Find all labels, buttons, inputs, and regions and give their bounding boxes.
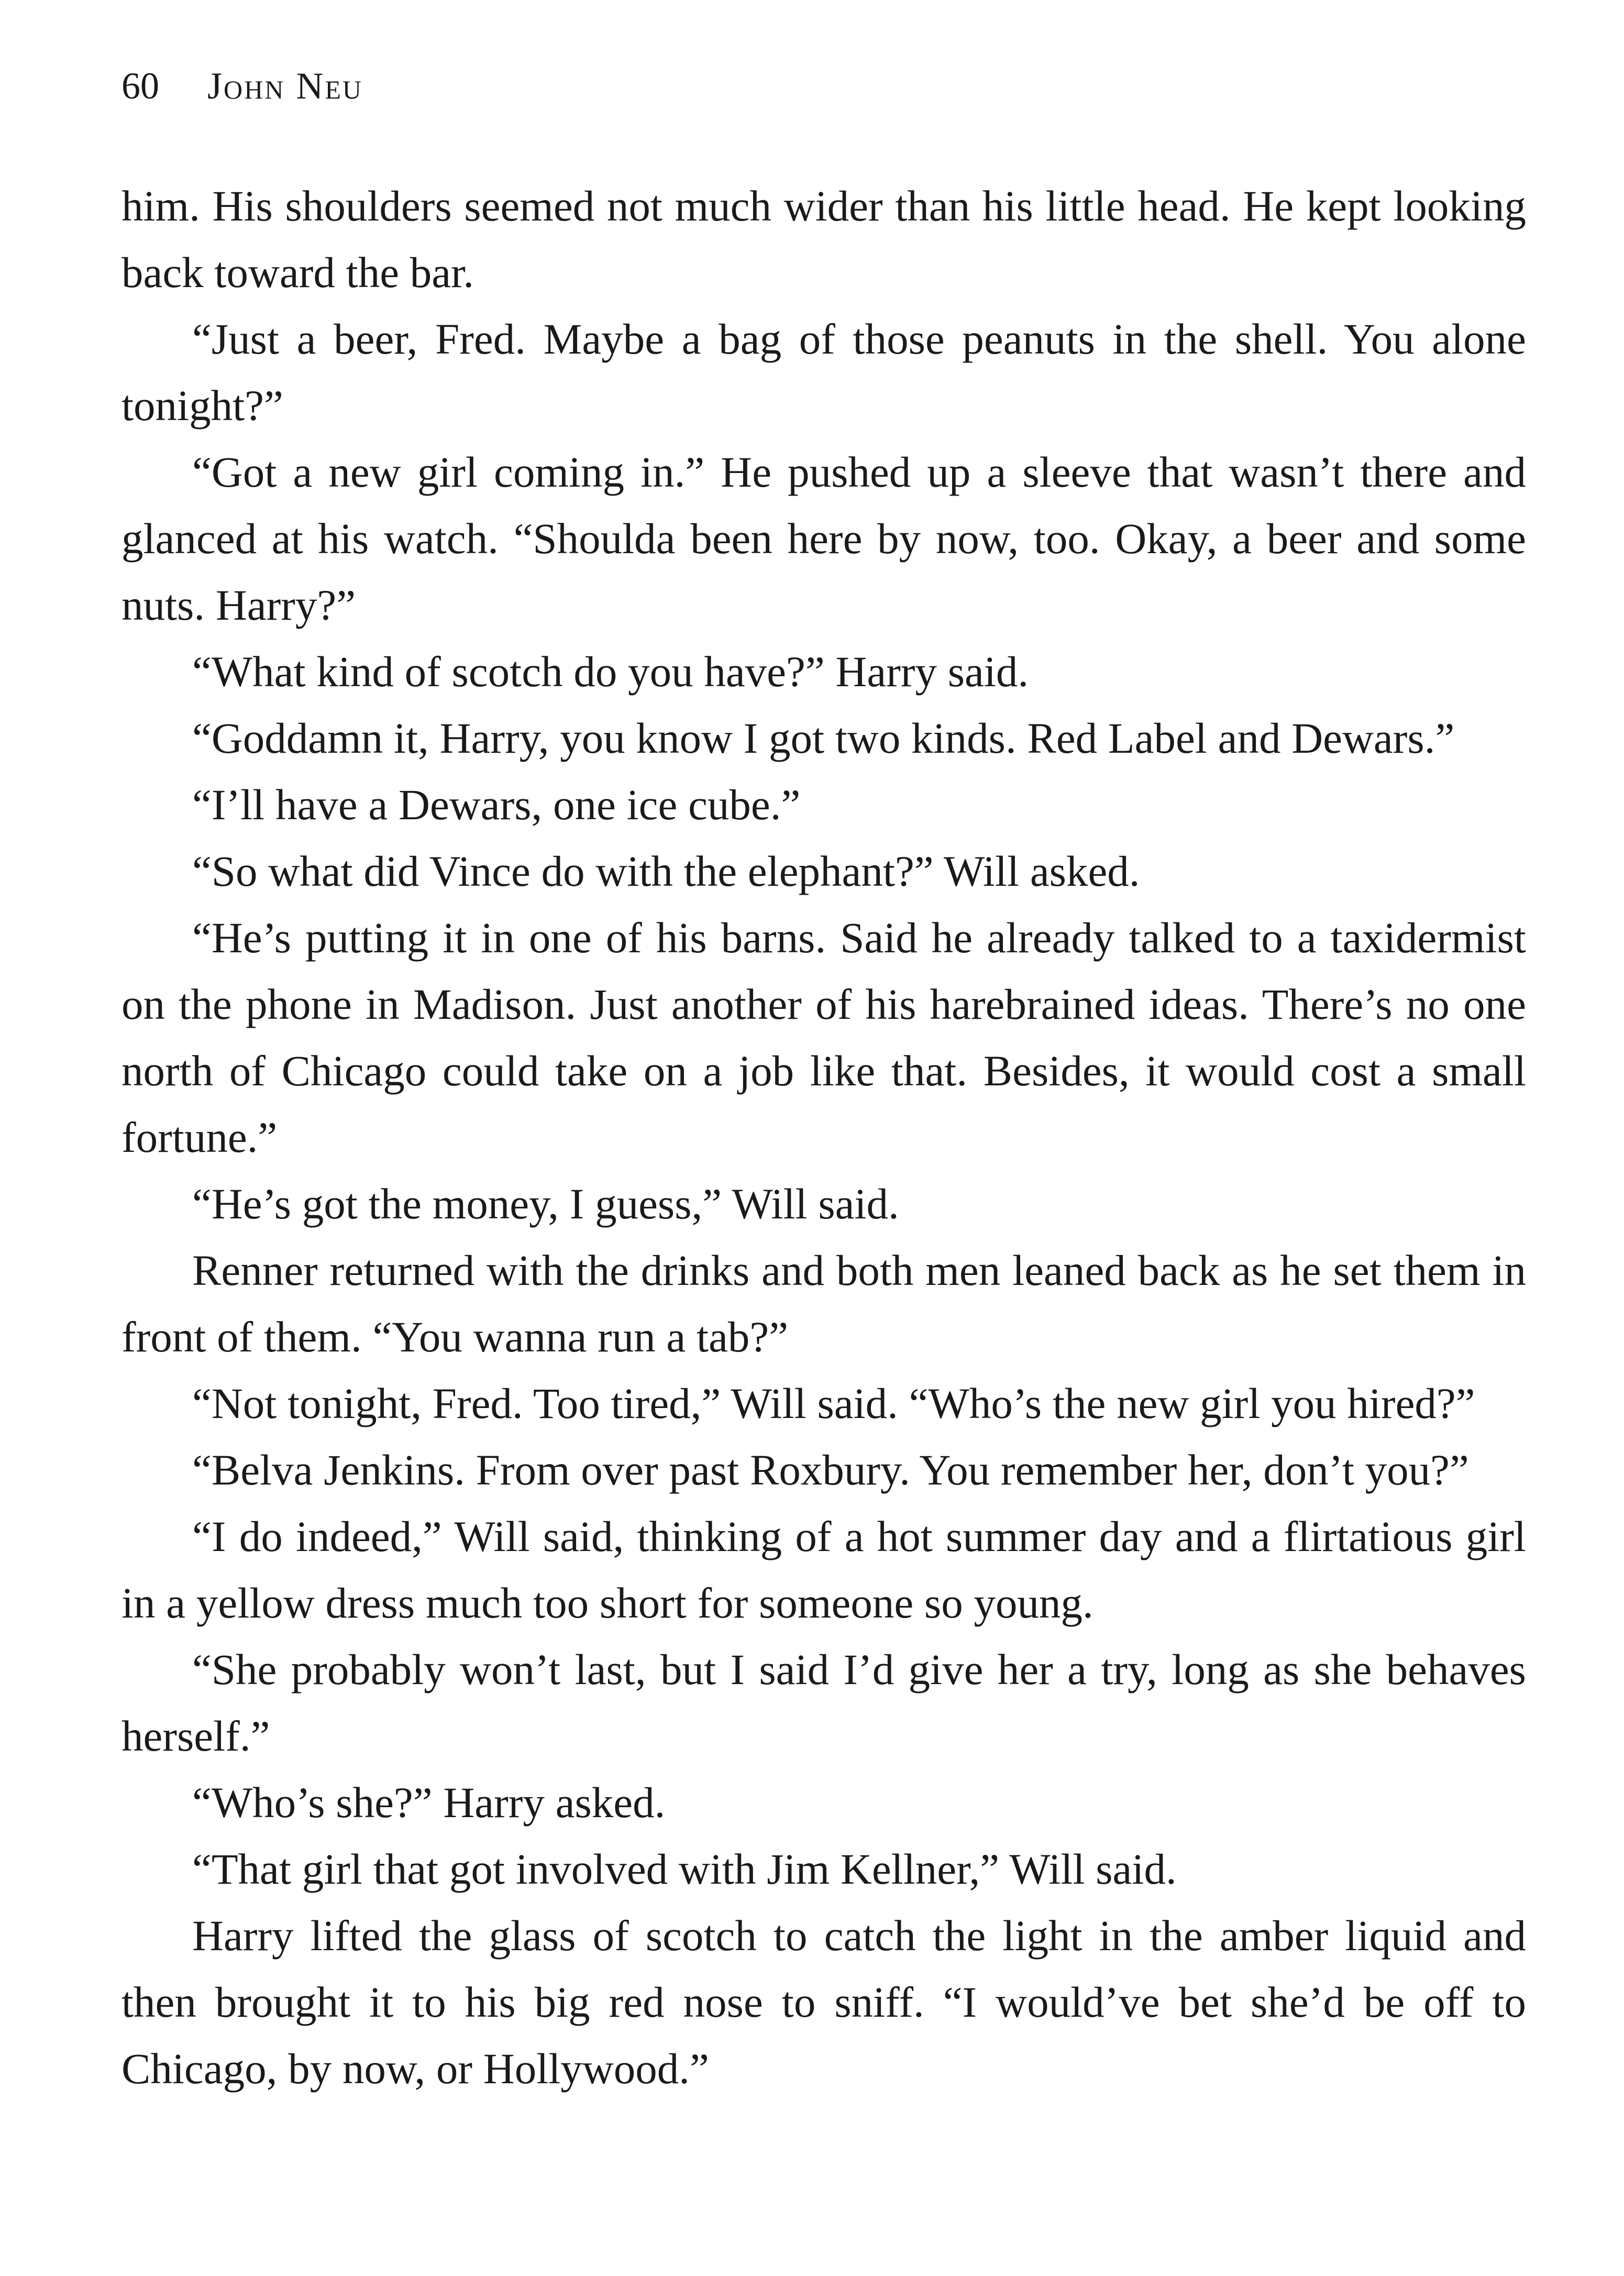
running-head: [121, 67, 363, 125]
page-number: 60: [121, 65, 159, 107]
paragraph: “Not tonight, Fred. Too tired,” Will said. “Who’s the new girl you hired?”: [192, 1379, 1475, 1427]
paragraph: “She probably won’t last, but I said I’d give her a try, long as she behaves herself.”: [121, 1645, 1526, 1760]
paragraph: “Goddamn it, Harry, you know I got two kinds. Red Label and Dewars.”: [192, 714, 1455, 762]
paragraph: “So what did Vince do with the elephant?” Will asked.: [192, 847, 1140, 895]
paragraph: “That girl that got involved with Jim Kellner,” Will said.: [192, 1845, 1177, 1893]
paragraph: “What kind of scotch do you have?” Harry said.: [192, 647, 1029, 696]
paragraph: Harry lifted the glass of scotch to catch the light in the amber liquid and then brought it to his big red nose to sniff. “I would’ve bet she’d be off to Chicago, by now, or Hollywood.”: [121, 1911, 1526, 2093]
paragraph: “Got a new girl coming in.” He pushed up a sleeve that wasn’t there and glanced at his watch. “Shoulda been here by now, too. Okay, a beer and some nuts. Harry?”: [121, 448, 1526, 629]
paragraph: “He’s got the money, I guess,” Will said.: [192, 1180, 899, 1228]
paragraph: “Who’s she?” Harry asked.: [192, 1778, 666, 1827]
paragraph: “Just a beer, Fred. Maybe a bag of those peanuts in the shell. You alone tonight?”: [121, 315, 1526, 430]
paragraph: “I do indeed,” Will said, thinking of a hot summer day and a flirtatious girl in a yellow dress much too short for someone so young.: [121, 1512, 1526, 1627]
running-head-author: John Neu: [207, 65, 363, 107]
paragraph: “Belva Jenkins. From over past Roxbury. You remember her, don’t you?”: [192, 1446, 1469, 1494]
body-text: [121, 173, 1526, 2102]
paragraph: “He’s putting it in one of his barns. Said he already talked to a taxidermist on the phone in Madison. Just another of his harebrained ideas. There’s no one north of Chicago could take on a job like that. Besides, it would cost a small fortune.”: [121, 914, 1526, 1161]
paragraph: “I’ll have a Dewars, one ice cube.”: [192, 780, 801, 829]
paragraph: Renner returned with the drinks and both men leaned back as he set them in front of them. “You wanna run a tab?”: [121, 1246, 1526, 1361]
paragraph: him. His shoulders seemed not much wider than his little head. He kept looking back toward the bar.: [121, 182, 1526, 296]
